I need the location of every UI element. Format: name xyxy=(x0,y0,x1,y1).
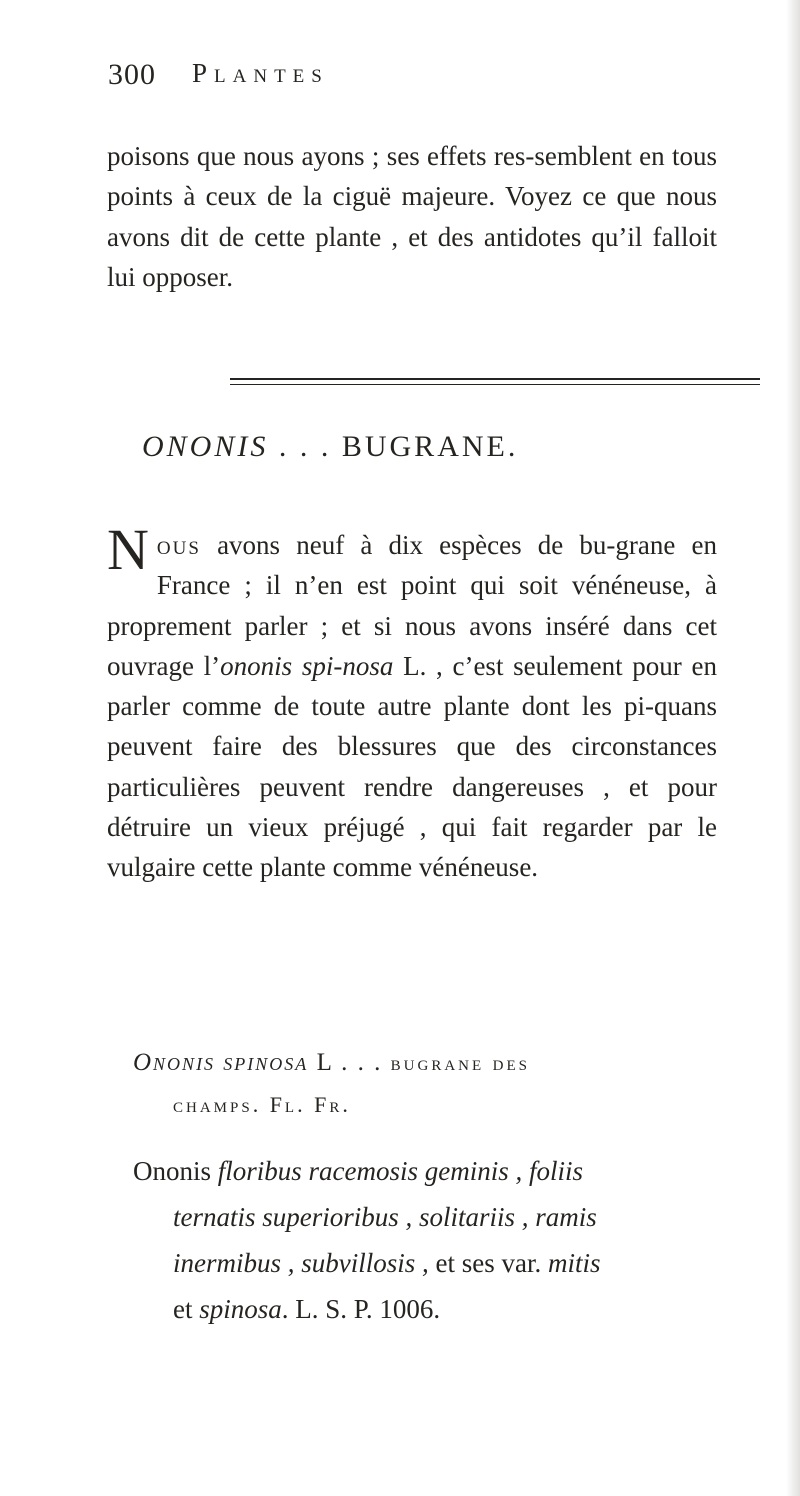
desc-l1-plain: Ononis xyxy=(133,1156,218,1186)
description-line-3 xyxy=(133,1240,773,1286)
entry-french-name: bugrane des xyxy=(390,1050,530,1075)
desc-l4-italic: spinosa xyxy=(199,1294,282,1324)
paragraph-text-a: avons neuf à dix espèces de bu-grane en France ; il n’en est point qui soit vénéneuse, à proprement parler ; et si nous avons inséré dans cet ouvrage l’ xyxy=(107,530,717,681)
desc-l4-plain-b: . L. S. P. 1006. xyxy=(281,1294,441,1324)
species-description xyxy=(133,1148,773,1332)
desc-l2-italic: ternatis superioribus , solitariis , ramis xyxy=(173,1202,597,1232)
desc-l3-plain: et ses var. xyxy=(428,1248,548,1278)
drop-cap: N xyxy=(107,517,149,582)
desc-l3-italic-b: mitis xyxy=(548,1248,601,1278)
species-entry xyxy=(133,1042,733,1126)
desc-l4-plain-a: et xyxy=(173,1294,200,1324)
description-line-2 xyxy=(133,1194,773,1240)
section-title-separator: . . . xyxy=(268,430,342,463)
description-line-1 xyxy=(133,1148,773,1194)
description-line-4 xyxy=(133,1286,773,1332)
lead-word: ous xyxy=(156,530,201,560)
entry-line-2: champs. Fl. Fr. xyxy=(173,1092,351,1117)
species-name-italic: ononis spi-nosa xyxy=(220,650,394,681)
paragraph-bugrane xyxy=(107,517,717,888)
section-divider-thick xyxy=(230,378,760,380)
page-number: 300 xyxy=(108,58,156,91)
section-title-french: BUGRANE. xyxy=(341,430,519,463)
paragraph-poisons: poisons que nous ayons ; ses effets res-semblent en tous points à ceux de la ciguë majeure. Voyez ce que nous avons dit de cette plante , et des antidotes qu’il falloit lui opposer. xyxy=(107,141,717,292)
page-edge-shadow xyxy=(786,0,800,1496)
section-title xyxy=(142,430,518,464)
running-head: Plantes xyxy=(192,58,329,88)
desc-l3-italic-a: inermibus , subvillosis , xyxy=(173,1248,429,1278)
section-divider-thin xyxy=(230,384,760,385)
page-header xyxy=(108,58,668,98)
desc-l1-italic: floribus racemosis geminis , foliis xyxy=(217,1156,584,1186)
section-title-latin: ONONIS xyxy=(142,430,269,463)
paragraph-text-b: L. , c’est seulement pour en parler comme de toute autre plante dont les pi-quans peuvent faire des blessures que des circonstances particulières peuvent rendre dangereuses , et pour détruire un vieux préjugé , qui fait regarder par le vulgaire cette plante comme vénéneuse. xyxy=(107,650,717,883)
entry-latin-name: Ononis spinosa xyxy=(133,1049,309,1076)
entry-author: L . . . xyxy=(308,1049,391,1076)
